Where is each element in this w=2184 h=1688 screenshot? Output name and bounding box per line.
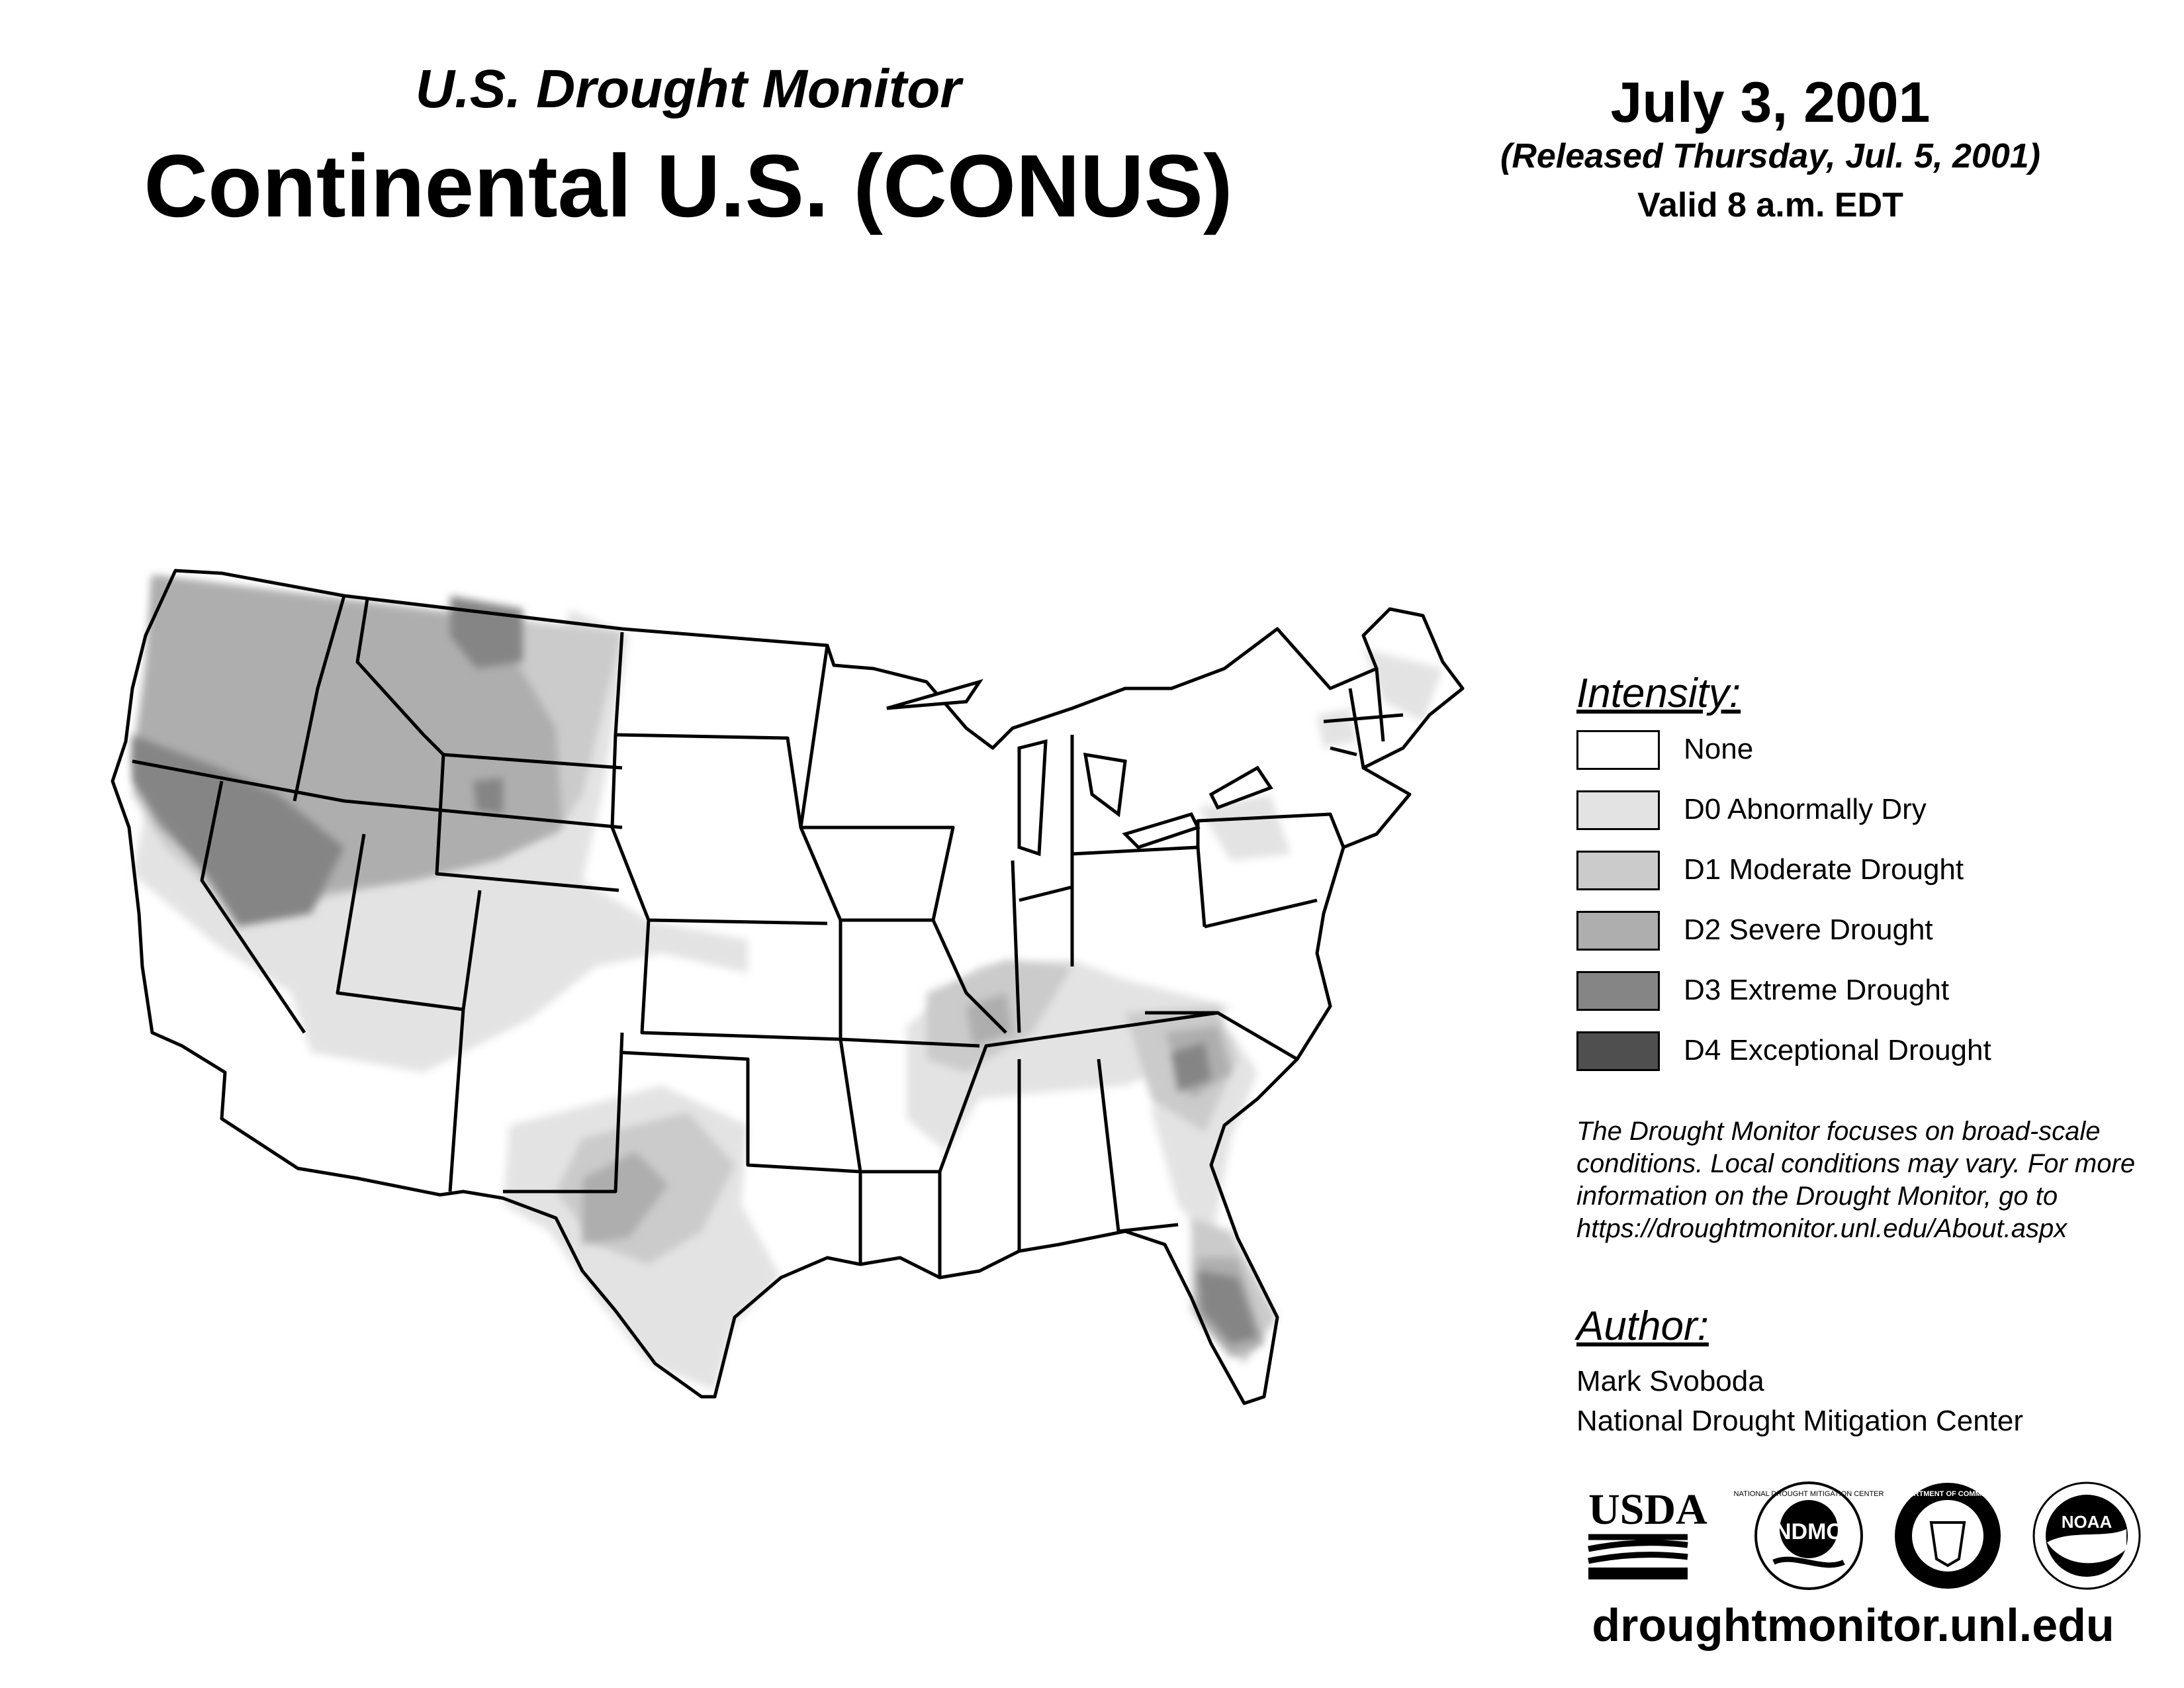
legend-label: D0 Abnormally Dry — [1684, 793, 1927, 825]
legend-item — [1576, 777, 2172, 837]
valid-time: Valid 8 a.m. EDT — [1637, 186, 1903, 224]
author-heading: Author: — [1576, 1303, 1709, 1349]
author-org: National Drought Mitigation Center — [1576, 1405, 2024, 1437]
disclaimer-note — [1576, 1115, 2172, 1245]
svg-text:DEPARTMENT OF COMMERCE: DEPARTMENT OF COMMERCE — [1893, 1490, 2002, 1498]
legend-swatch — [1576, 730, 1660, 770]
svg-text:NDMC: NDMC — [1775, 1519, 1843, 1544]
note-line: conditions. Local conditions may vary. For more — [1576, 1149, 2136, 1178]
map-title: Continental U.S. (CONUS) — [144, 137, 1233, 236]
legend-label: D3 Extreme Drought — [1684, 974, 1950, 1006]
note-line: The Drought Monitor focuses on broad-scale — [1576, 1117, 2101, 1146]
legend-item — [1576, 898, 2172, 958]
legend-label: D2 Severe Drought — [1684, 914, 1933, 946]
legend-swatch — [1576, 1031, 1660, 1071]
svg-text:NATIONAL DROUGHT MITIGATION CE: NATIONAL DROUGHT MITIGATION CENTER — [1733, 1490, 1884, 1498]
note-line: information on the Drought Monitor, go to — [1576, 1182, 2058, 1211]
website-url[interactable]: droughtmonitor.unl.edu — [1592, 1599, 2115, 1651]
note-link[interactable]: https://droughtmonitor.unl.edu/About.aspx — [1576, 1214, 2068, 1243]
agency-logos — [1582, 1476, 2177, 1595]
svg-text:USDA: USDA — [1588, 1485, 1707, 1534]
legend-label: D4 Exceptional Drought — [1684, 1034, 1991, 1066]
map-date: July 3, 2001 — [1610, 71, 1931, 134]
legend-swatch — [1576, 790, 1660, 830]
noaa-logo — [2034, 1483, 2140, 1589]
legend-label: D1 Moderate Drought — [1684, 853, 1964, 886]
legend-item — [1576, 717, 2172, 777]
release-date: (Released Thursday, Jul. 5, 2001) — [1500, 137, 2040, 175]
legend-item — [1576, 1018, 2172, 1078]
map-subtitle: U.S. Drought Monitor — [415, 59, 962, 119]
author-name: Mark Svoboda — [1576, 1365, 1764, 1397]
usda-logo — [1588, 1485, 1707, 1579]
legend — [1576, 670, 2172, 1078]
legend-title: Intensity: — [1576, 671, 1741, 716]
ndmc-logo — [1734, 1483, 1884, 1589]
legend-item — [1576, 958, 2172, 1018]
legend-label: None — [1684, 733, 1754, 765]
legend-item — [1576, 837, 2172, 898]
legend-swatch — [1576, 851, 1660, 890]
svg-text:NOAA: NOAA — [2061, 1512, 2113, 1532]
legend-rows — [1576, 717, 2172, 1078]
legend-swatch — [1576, 971, 1660, 1011]
commerce-seal — [1894, 1483, 2001, 1589]
legend-swatch — [1576, 911, 1660, 951]
